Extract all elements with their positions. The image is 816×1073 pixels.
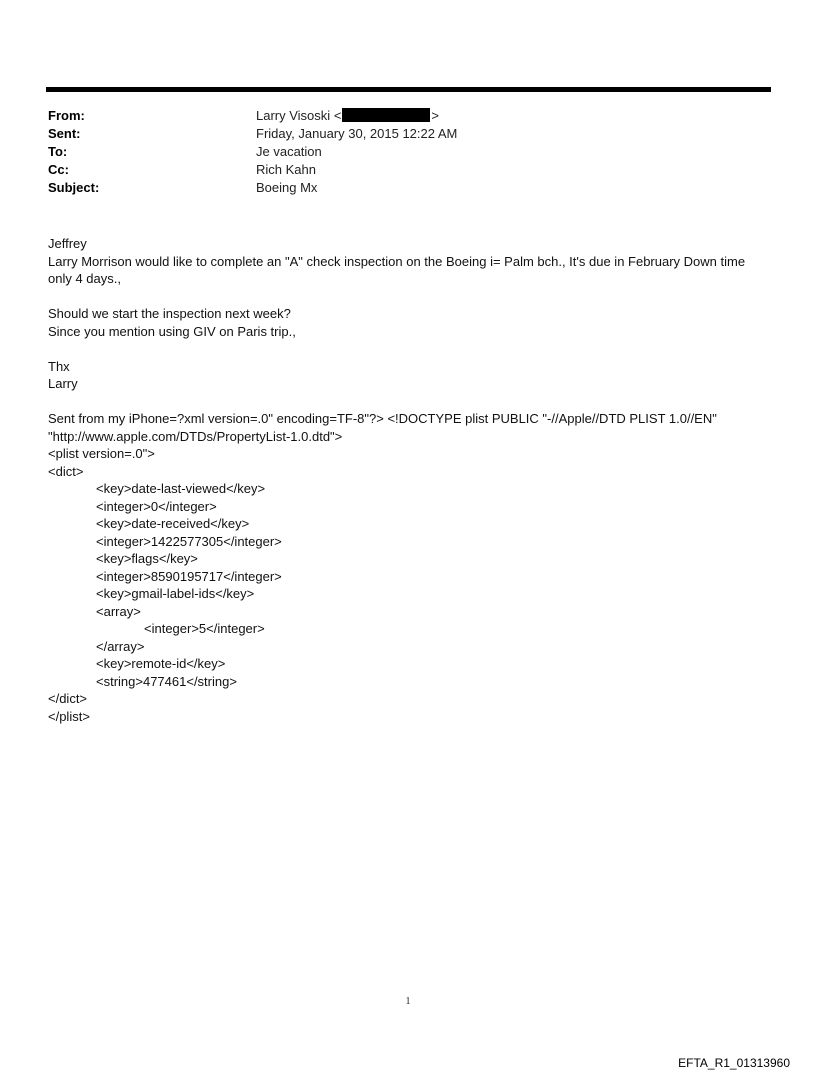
sent-label: Sent: — [48, 126, 81, 141]
subject-label: Subject: — [48, 180, 100, 195]
greeting: Jeffrey — [48, 236, 87, 251]
spacer — [48, 288, 768, 306]
redaction-box — [342, 108, 430, 122]
plist-line: <integer>5</integer> — [144, 621, 265, 636]
body-paragraph-1: Larry Morrison would like to complete an "A" check inspection on the Boeing i= Palm bch., It's due in February Down time only 4 days., — [48, 253, 746, 286]
sent-row — [48, 125, 457, 143]
plist-line: <key>date-received</key> — [96, 516, 250, 531]
to-row — [48, 143, 457, 161]
page-number: 1 — [405, 996, 411, 1007]
from-label: From: — [48, 108, 85, 123]
signoff-thanks: Thx — [48, 358, 70, 374]
plist-line: </dict> — [48, 691, 88, 706]
plist-line: </plist> — [48, 708, 90, 724]
from-value — [256, 107, 439, 125]
plist-line: <integer>0</integer> — [96, 498, 217, 514]
email-body — [48, 235, 768, 725]
sent-from-line: Sent from my iPhone=?xml version=.0" encoding=TF-8"?> <!DOCTYPE plist PUBLIC "-//Apple//DTD PLIST 1.0//EN" "http://www.apple.com/DTDs/PropertyList-1.0.dtd"> — [48, 411, 717, 444]
plist-line: <integer>1422577305</integer> — [96, 533, 282, 549]
plist-line: <key>flags</key> — [96, 551, 198, 566]
from-open-bracket: < — [333, 108, 342, 123]
from-name: Larry Visoski — [256, 108, 331, 123]
subject-row — [48, 179, 457, 197]
header-rule — [46, 87, 771, 92]
plist-line: <key>date-last-viewed</key> — [96, 481, 266, 496]
to-label: To: — [48, 144, 68, 159]
cc-value: Rich Kahn — [256, 162, 316, 177]
sent-value: Friday, January 30, 2015 12:22 AM — [256, 126, 458, 141]
cc-label: Cc: — [48, 162, 69, 177]
subject-value: Boeing Mx — [256, 180, 318, 195]
spacer — [48, 393, 768, 411]
plist-line: <array> — [96, 603, 141, 619]
from-close-bracket: > — [431, 108, 439, 123]
plist-block — [48, 445, 768, 725]
from-row — [48, 107, 457, 125]
plist-line: <integer>8590195717</integer> — [96, 568, 282, 584]
plist-line: <dict> — [48, 463, 84, 479]
plist-line: <key>gmail-label-ids</key> — [96, 586, 255, 601]
spacer — [48, 340, 768, 358]
email-header — [48, 107, 457, 197]
plist-line: <plist version=.0"> — [48, 446, 155, 461]
signoff-name: Larry — [48, 376, 78, 391]
plist-line: </array> — [96, 638, 145, 654]
body-paragraph-2-line-1: Should we start the inspection next week? — [48, 306, 291, 321]
to-value: Je vacation — [256, 144, 322, 159]
cc-row — [48, 161, 457, 179]
plist-line: <string>477461</string> — [96, 673, 237, 689]
body-paragraph-2-line-2: Since you mention using GIV on Paris trip., — [48, 323, 296, 339]
plist-line: <key>remote-id</key> — [96, 656, 226, 671]
bates-number: EFTA_R1_01313960 — [678, 1056, 790, 1070]
